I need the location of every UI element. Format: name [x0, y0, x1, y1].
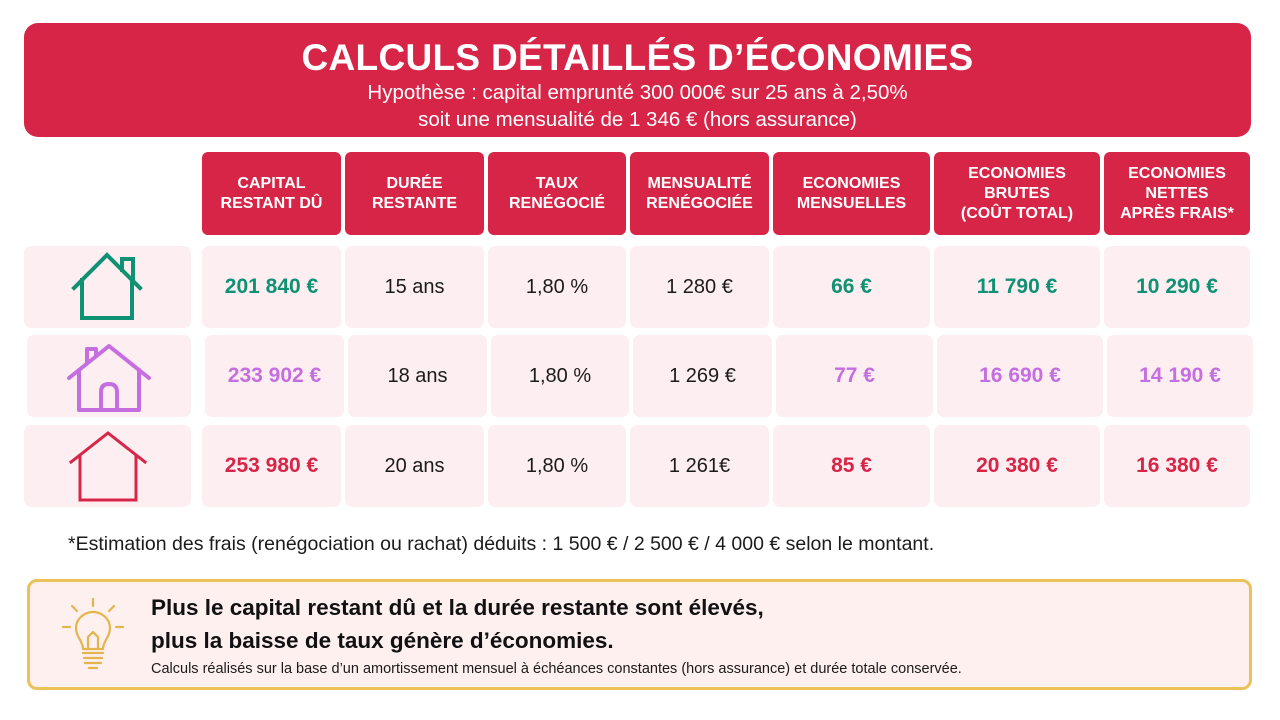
column-header-eco-brutes: ECONOMIES BRUTES (COÛT TOTAL): [934, 152, 1100, 235]
table-row-3-eco-brutes: 20 380 €: [934, 425, 1100, 507]
table-row-2-capital: 233 902 €: [205, 335, 344, 417]
table-row-3-mensualite: 1 261€: [630, 425, 769, 507]
table-row-1-duree: 15 ans: [345, 246, 484, 328]
table-row-1-icon-cell: [24, 246, 191, 328]
callout-line-1: Plus le capital restant dû et la durée restante sont élevés,: [151, 595, 764, 620]
table-row-1-eco-mensuelles: 66 €: [773, 246, 930, 328]
table-row-2-duree: 18 ans: [348, 335, 487, 417]
table-row-2-mensualite: 1 269 €: [633, 335, 772, 417]
table-row-3-duree: 20 ans: [345, 425, 484, 507]
table-row-1-taux: 1,80 %: [488, 246, 626, 328]
table-row-1-capital: 201 840 €: [202, 246, 341, 328]
page-title: CALCULS DÉTAILLÉS D’ÉCONOMIES: [301, 37, 974, 78]
column-header-mensualite: MENSUALITÉ RENÉGOCIÉE: [630, 152, 769, 235]
table-row-2-icon-cell: [27, 335, 191, 417]
callout-small-print: Calculs réalisés sur la base d’un amortissement mensuel à échéances constantes (hors assurance) et durée totale conservée.: [151, 661, 962, 677]
callout-line-2: plus la baisse de taux génère d’économies.: [151, 628, 614, 653]
table-row-3-icon-cell: [24, 425, 191, 507]
house-outline-icon: [68, 430, 148, 502]
subtitle-line-1: Hypothèse : capital emprunté 300 000€ sur 25 ans à 2,50%: [367, 81, 908, 104]
table-row-1-mensualite: 1 280 €: [630, 246, 769, 328]
table-row-3-eco-mensuelles: 85 €: [773, 425, 930, 507]
callout-box: [27, 579, 1252, 690]
table-row-2-taux: 1,80 %: [491, 335, 629, 417]
subtitle-line-2: soit une mensualité de 1 346 € (hors assurance): [418, 108, 857, 131]
footnote: *Estimation des frais (renégociation ou rachat) déduits : 1 500 € / 2 500 € / 4 000 € selon le montant.: [68, 533, 935, 555]
column-header-duree: DURÉE RESTANTE: [345, 152, 484, 235]
table-row-1-eco-nettes: 10 290 €: [1104, 246, 1250, 328]
house-door-icon: [65, 340, 153, 412]
title-banner: [24, 23, 1251, 137]
column-header-taux: TAUX RENÉGOCIÉ: [488, 152, 626, 235]
column-header-eco-nettes: ECONOMIES NETTES APRÈS FRAIS*: [1104, 152, 1250, 235]
table-row-2-eco-brutes: 16 690 €: [937, 335, 1103, 417]
table-row-2-eco-mensuelles: 77 €: [776, 335, 933, 417]
table-row-2-eco-nettes: 14 190 €: [1107, 335, 1253, 417]
lightbulb-icon: [60, 597, 126, 673]
column-header-eco-mensuelles: ECONOMIES MENSUELLES: [773, 152, 930, 235]
table-row-3-eco-nettes: 16 380 €: [1104, 425, 1250, 507]
column-header-capital: CAPITAL RESTANT DÛ: [202, 152, 341, 235]
table-row-1-eco-brutes: 11 790 €: [934, 246, 1100, 328]
table-row-3-taux: 1,80 %: [488, 425, 626, 507]
house-chimney-icon: [70, 252, 146, 322]
table-row-3-capital: 253 980 €: [202, 425, 341, 507]
